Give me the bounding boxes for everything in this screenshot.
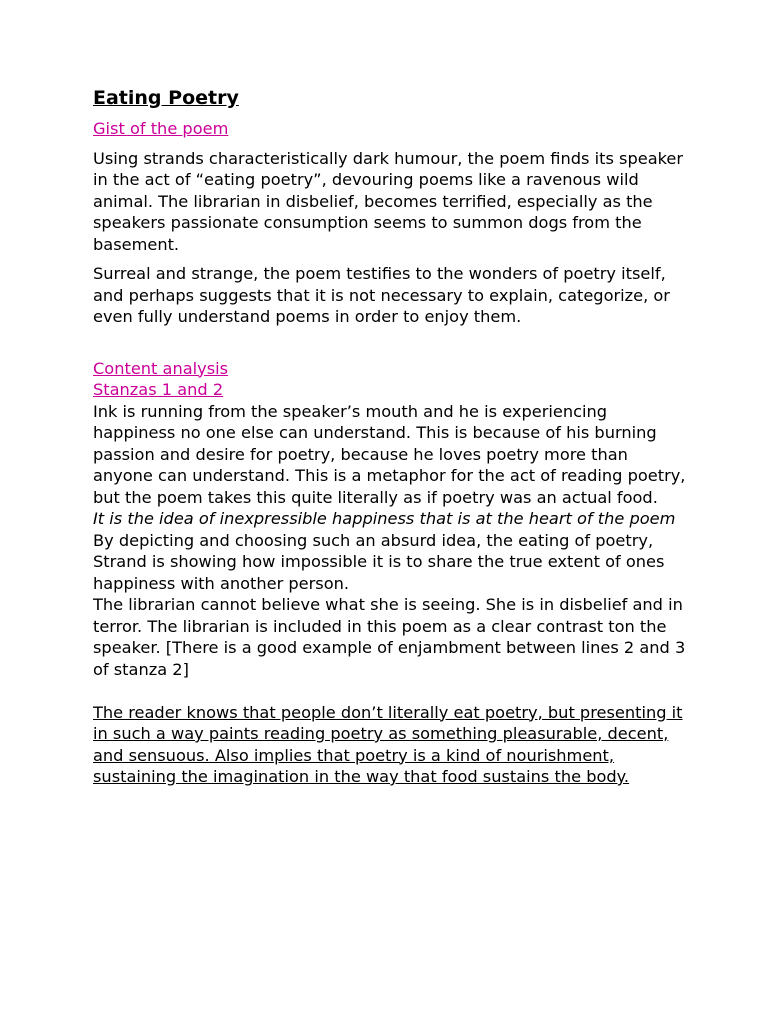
closing-paragraph: The reader knows that people don’t literally eat poetry, but presenting it in such a way paints reading poetry as something pleasurable, decent, and sensuous. Also implies that poetry is a kind of nourishment, sustaining the imagination in the way that food sustains the body. — [93, 702, 683, 786]
stanza-text-1: Ink is running from the speaker’s mouth and he is experiencing happiness no one else can understand. This is because of his burning passion and desire for poetry, because he loves poetry more than anyone can understand. This is a metaphor for the act of reading poetry, but the poem takes this quite literally as if poetry was an actual food. — [93, 401, 686, 507]
paragraph-spacer — [93, 680, 688, 702]
gist-paragraph-1: Using strands characteristically dark humour, the poem finds its speaker in the act of “eating poetry”, devouring poems like a ravenous wild animal. The librarian in disbelief, becomes terrified, especially as the speakers passionate consumption seems to summon dogs from the basement. — [93, 148, 684, 254]
document-title: Eating Poetry — [93, 87, 239, 109]
gist-heading: Gist of the poem — [93, 119, 229, 138]
stanza-text-2: By depicting and choosing such an absurd idea, the eating of poetry, Strand is showing how impossible it is to share the true extent of ones happiness with another person. — [93, 530, 665, 593]
gist-paragraph-2: Surreal and strange, the poem testifies to the wonders of poetry itself, and perhaps suggests that it is not necessary to explain, categorize, or even fully understand poems in order to enjoy them. — [93, 264, 670, 326]
content-analysis-heading: Content analysis — [93, 358, 229, 378]
stanzas-heading: Stanzas 1 and 2 — [93, 380, 224, 399]
stanza-text-3: The librarian cannot believe what she is seeing. She is in disbelief and in terror. The librarian is included in this poem as a clear contrast ton the speaker. [There is a good example of enjambment between lines 2 and 3 of stanza 2] — [93, 595, 686, 679]
stanza-italic-quote: It is the idea of inexpressible happiness that is at the heart of the poem — [93, 509, 676, 528]
